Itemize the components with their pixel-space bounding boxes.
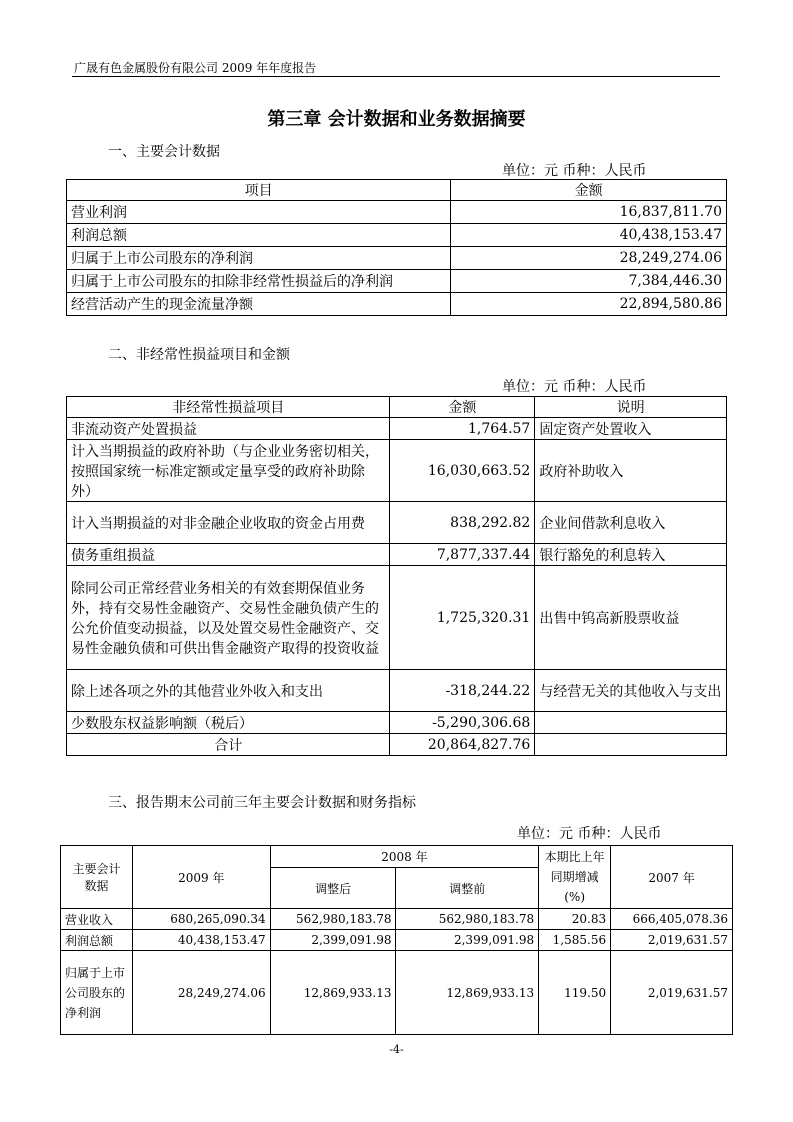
main-accounting-table: [66, 179, 727, 316]
row-2009: 40,438,153.47: [132, 930, 270, 951]
row-change: 119.50: [539, 951, 611, 1035]
section3-unit: 单位：元 币种：人民币: [517, 826, 662, 842]
row-item: [61, 951, 133, 1035]
row-change: 1,585.56: [539, 930, 611, 951]
row-item: 计入当期损益的政府补助（与企业业务密切相关，按照国家统一标准定额或定量享受的政府补助除外）: [67, 440, 390, 502]
row-amount: 40,438,153.47: [451, 224, 727, 247]
row-2007: 2,019,631.57: [611, 951, 733, 1035]
row-item: 少数股东权益影响额（税后）: [67, 712, 390, 734]
row-amount: 7,877,337.44: [390, 544, 535, 566]
row-item: 利润总额: [61, 930, 133, 951]
table-header: 调整前: [396, 868, 539, 909]
row-amount: 16,837,811.70: [451, 201, 727, 224]
table-header: 项目: [67, 180, 451, 201]
total-note: [535, 734, 727, 756]
table-row: [67, 201, 727, 224]
table-header: 调整后: [270, 868, 396, 909]
table-header: 非经常性损益项目: [67, 397, 390, 418]
chapter-title: 第三章 会计数据和业务数据摘要: [267, 109, 526, 130]
row-adjusted-after: 12,869,933.13: [270, 951, 396, 1035]
non-recurring-table: [66, 396, 727, 756]
row-amount: 16,030,663.52: [390, 440, 535, 502]
table-row: [67, 544, 727, 566]
row-note: 与经营无关的其他收入与支出: [535, 670, 727, 712]
row-item: 利润总额: [67, 224, 451, 247]
table-header: [61, 846, 133, 909]
section2-unit: 单位：元 币种：人民币: [502, 379, 647, 395]
table-row: [67, 502, 727, 544]
table-header: 金额: [451, 180, 727, 201]
table-row: [61, 909, 733, 930]
section2-heading: 二、非经常性损益项目和金额: [108, 347, 290, 363]
section1-unit: 单位：元 币种：人民币: [502, 163, 647, 179]
row-amount: 1,764.57: [390, 418, 535, 440]
row-note: 企业间借款利息收入: [535, 502, 727, 544]
row-amount: 22,894,580.86: [451, 293, 727, 316]
row-note: 出售中钨高新股票收益: [535, 566, 727, 670]
row-amount: 838,292.82: [390, 502, 535, 544]
row-item: 除同公司正常经营业务相关的有效套期保值业务外，持有交易性金融资产、交易性金融负债产生的公允价值变动损益，以及处置交易性金融资产、交易性金融负债和可供出售金融资产取得的投资收益: [67, 566, 390, 670]
page-number: -4-: [389, 1043, 404, 1056]
row-amount: 7,384,446.30: [451, 270, 727, 293]
table-row: [67, 566, 727, 670]
row-adjusted-before: 562,980,183.78: [396, 909, 539, 930]
table-row: [61, 930, 733, 951]
table-header: 2007 年: [611, 846, 733, 909]
header-main-data: 主要会计数据: [72, 862, 121, 893]
total-label: 合计: [67, 734, 390, 756]
row-change: 20.83: [539, 909, 611, 930]
row-adjusted-after: 562,980,183.78: [270, 909, 396, 930]
row-item-text: 归属于上市公司股东的净利润: [65, 965, 126, 1020]
row-note: 政府补助收入: [535, 440, 727, 502]
table-row: [67, 224, 727, 247]
row-item: 计入当期损益的对非金融企业收取的资金占用费: [67, 502, 390, 544]
row-amount: 1,725,320.31: [390, 566, 535, 670]
row-amount: -5,290,306.68: [390, 712, 535, 734]
row-amount: 28,249,274.06: [451, 247, 727, 270]
table-row: [67, 440, 727, 502]
row-note: 银行豁免的利息转入: [535, 544, 727, 566]
table-row: [67, 293, 727, 316]
page-header: 广晟有色金属股份有限公司 2009 年年度报告: [74, 61, 317, 75]
row-2009: 680,265,090.34: [132, 909, 270, 930]
table-header: 说明: [535, 397, 727, 418]
table-row: [67, 712, 727, 734]
row-adjusted-before: 12,869,933.13: [396, 951, 539, 1035]
row-2009: 28,249,274.06: [132, 951, 270, 1035]
row-item: 除上述各项之外的其他营业外收入和支出: [67, 670, 390, 712]
table-row: [67, 270, 727, 293]
row-2007: 666,405,078.36: [611, 909, 733, 930]
row-item: 债务重组损益: [67, 544, 390, 566]
table-row: [67, 418, 727, 440]
header-change: 本期比上年同期增减(%): [544, 850, 605, 904]
table-header: 金额: [390, 397, 535, 418]
table-row: [61, 951, 733, 1035]
row-item: 归属于上市公司股东的扣除非经常性损益后的净利润: [67, 270, 451, 293]
section1-heading: 一、主要会计数据: [108, 144, 220, 160]
section3-heading: 三、报告期末公司前三年主要会计数据和财务指标: [108, 795, 416, 811]
table-header: 2008 年: [270, 846, 538, 868]
row-item: 非流动资产处置损益: [67, 418, 390, 440]
total-amount: 20,864,827.76: [390, 734, 535, 756]
total-row: [67, 734, 727, 756]
three-year-table: [60, 845, 733, 1035]
row-2007: 2,019,631.57: [611, 930, 733, 951]
row-item: 营业利润: [67, 201, 451, 224]
row-item: 归属于上市公司股东的净利润: [67, 247, 451, 270]
row-adjusted-before: 2,399,091.98: [396, 930, 539, 951]
table-row: [67, 247, 727, 270]
row-note: 固定资产处置收入: [535, 418, 727, 440]
table-header: 2009 年: [132, 846, 270, 909]
table-header: [539, 846, 611, 909]
row-adjusted-after: 2,399,091.98: [270, 930, 396, 951]
row-item: 经营活动产生的现金流量净额: [67, 293, 451, 316]
header-divider: [72, 76, 720, 77]
row-item: 营业收入: [61, 909, 133, 930]
row-note: [535, 712, 727, 734]
table-row: [67, 670, 727, 712]
row-amount: -318,244.22: [390, 670, 535, 712]
